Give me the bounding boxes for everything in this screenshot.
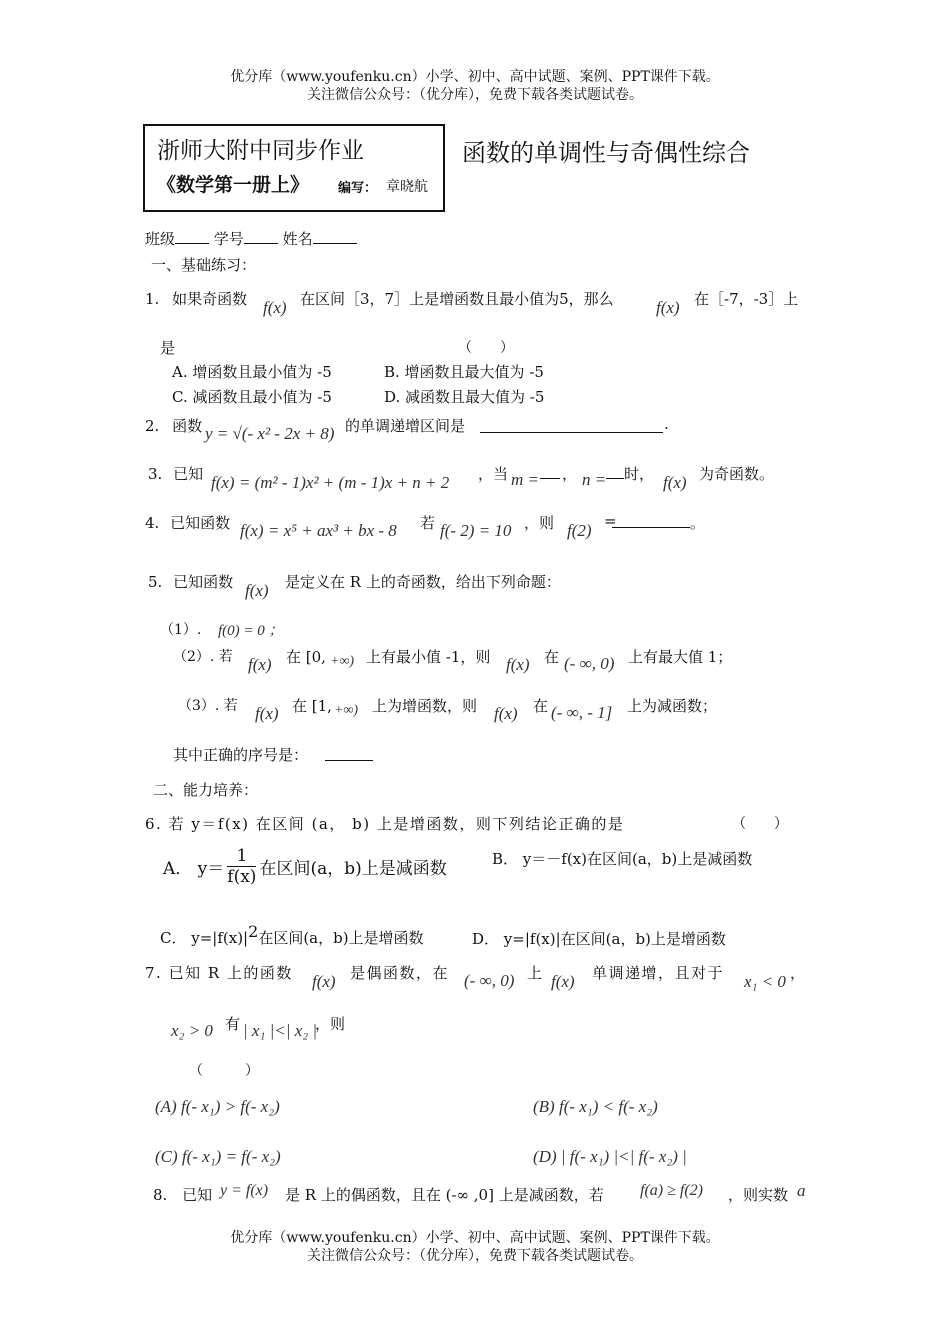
q4-eq: = <box>604 512 617 530</box>
header-line-2: 关注微信公众号：（优分库），免费下载各类试题试卷。 <box>307 87 643 103</box>
footer-line-1: 优分库（www.youfenku.cn）小学、初中、高中试题、案例、PPT课件下载。 <box>230 1230 720 1246</box>
q5-p2-fx-2: f(x) <box>506 655 530 674</box>
q7-option-c[interactable]: (C) f(- x₁) = f(- x₂) <box>155 1147 281 1166</box>
q4-stem: 4. 已知函数 <box>145 514 231 532</box>
q7-stem: 7. 已知 R 上的函数 <box>145 964 293 982</box>
q5-p3-d: 上为减函数； <box>627 697 718 715</box>
q1-option-a[interactable]: A. 增函数且最小值为 -5 <box>172 363 332 381</box>
q5-answer-label: 其中正确的序号是： <box>173 746 309 764</box>
q3-m: m = <box>511 470 539 489</box>
q7-comma: ， <box>790 964 806 982</box>
q7-answer-bracket[interactable]: （ ） <box>189 1063 259 1079</box>
editor-name: 章晓航 <box>386 179 428 195</box>
q7-cond-1: x₁ < 0 <box>744 972 786 991</box>
q3-formula: f(x) = (m² - 1)x² + (m - 1)x + n + 2 <box>211 473 450 492</box>
q1-option-d[interactable]: D. 减函数且最大值为 -5 <box>384 388 545 406</box>
header-line-1: 优分库（www.youfenku.cn）小学、初中、高中试题、案例、PPT课件下载。 <box>230 69 720 85</box>
q5-fx: f(x) <box>245 581 269 600</box>
q1-fx-2: f(x) <box>656 298 680 317</box>
q8-condition: f(a) ≥ f(2) <box>640 1182 703 1199</box>
section-1-heading: 一、基础练习： <box>151 256 257 274</box>
q5-p2-a: 在 [0, <box>286 648 326 666</box>
q5-p2-inf: +∞) <box>330 654 355 669</box>
q8-formula: y = f(x) <box>220 1182 269 1199</box>
q7-text-2: 是偶函数，在 <box>350 964 450 982</box>
editor-label: 编写： <box>338 181 378 196</box>
q5-p3-c: 在 <box>533 697 549 715</box>
class-field[interactable] <box>175 243 209 244</box>
q5-p3-inf: +∞) <box>334 703 359 718</box>
q1-answer-bracket[interactable]: （ ） <box>458 340 514 356</box>
q3-n-blank[interactable] <box>606 468 624 479</box>
number-field[interactable] <box>244 243 278 244</box>
q5-p3-a: 在 [1, <box>292 697 332 715</box>
student-info <box>145 228 357 249</box>
q4-text-if: 若 <box>420 514 436 532</box>
q1-option-c[interactable]: C. 减函数且最小值为 -5 <box>172 388 332 406</box>
q5-stem: 5. 已知函数 <box>148 573 234 591</box>
q7-cond-3: | x₁ |<| x₂ | <box>243 1021 318 1040</box>
footer-line-2: 关注微信公众号：（优分库），免费下载各类试题试卷。 <box>307 1248 643 1264</box>
q3-text-odd: 为奇函数。 <box>699 465 775 483</box>
class-label: 班级 <box>145 230 176 248</box>
q5-p3-interval: (- ∞, - 1] <box>551 703 613 722</box>
q5-p3-fx: f(x) <box>255 704 279 723</box>
q7-interval: (- ∞, 0) <box>464 971 515 990</box>
q7-text-3: 上 <box>527 964 543 982</box>
q7-text-6: ，则 <box>315 1015 346 1033</box>
book-title: 《数学第一册上》 <box>157 174 310 196</box>
q8-text-3: ，则实数 <box>728 1186 789 1204</box>
q3-fx: f(x) <box>663 473 687 492</box>
q5-p3-fx-2: f(x) <box>494 704 518 723</box>
q1-stem: 1. 如果奇函数 <box>145 290 248 308</box>
q7-fx: f(x) <box>312 972 336 991</box>
q6-a-fraction: $\frac{1}{f(x)}$ <box>227 846 257 887</box>
q5-p2-b: 上有最小值 -1，则 <box>366 648 491 666</box>
q6-answer-bracket[interactable]: （ ） <box>732 816 788 832</box>
q6-option-d[interactable]: D． y=|f(x)|在区间(a，b)上是增函数 <box>472 930 726 948</box>
q3-text-then: 时， <box>624 465 655 483</box>
q5-p2-fx: f(x) <box>248 655 272 674</box>
q7-fx-2: f(x) <box>551 972 575 991</box>
q5-p1-label: （1）. <box>160 622 202 638</box>
name-field[interactable] <box>313 243 357 244</box>
q1-option-b[interactable]: B. 增函数且最大值为 -5 <box>384 363 544 381</box>
q7-option-a[interactable]: (A) f(- x₁) > f(- x₂) <box>155 1097 280 1116</box>
q7-cond-2: x₂ > 0 <box>171 1021 213 1040</box>
q6-stem: 6. 若 y＝f(x) 在区间 (a， b) 上是增函数，则下列结论正确的是 <box>145 815 625 833</box>
q4-f2: f(2) <box>567 521 592 540</box>
q2-answer-blank[interactable] <box>480 415 663 433</box>
q6-option-b[interactable]: B． y＝－f(x)在区间(a，b)上是减函数 <box>492 850 753 868</box>
name-label: 姓名 <box>282 230 313 248</box>
number-label: 学号 <box>213 230 244 248</box>
q5-answer-blank[interactable] <box>325 744 373 761</box>
q5-text: 是定义在 R 上的奇函数，给出下列命题： <box>285 573 561 591</box>
q1-text-4: 是 <box>160 339 176 357</box>
page-title: 函数的单调性与奇偶性综合 <box>462 139 750 167</box>
q7-option-d[interactable]: (D) | f(- x₁) |<| f(- x₂) | <box>533 1147 687 1166</box>
q1-fx: f(x) <box>263 298 287 317</box>
q4-text-then: ，则 <box>524 514 555 532</box>
q5-p3-label: （3）. 若 <box>178 698 238 714</box>
school-title: 浙师大附中同步作业 <box>157 138 364 164</box>
q7-option-b[interactable]: (B) f(- x₁) < f(- x₂) <box>533 1097 658 1116</box>
section-2-heading: 二、能力培养： <box>153 781 259 799</box>
q5-p2-interval: (- ∞, 0) <box>564 654 615 673</box>
q2-end: . <box>664 415 669 433</box>
q5-p3-b: 上为增函数，则 <box>372 697 478 715</box>
q7-text-4: 单调递增，且对于 <box>592 964 725 982</box>
q6-option-c[interactable]: C． $y=|f(x)|^2$在区间(a，b)上是增函数 <box>160 922 424 947</box>
q2-text: 的单调递增区间是 <box>345 417 466 435</box>
q2-stem: 2. 函数 <box>145 417 203 435</box>
q8-stem: 8. 已知 <box>153 1186 213 1204</box>
q3-m-blank[interactable] <box>540 468 560 479</box>
q1-text-2: 在区间［3，7］上是增函数且最小值为5，那么 <box>300 290 614 308</box>
q3-n: n = <box>582 470 607 489</box>
q4-condition: f(- 2) = 10 <box>440 521 512 540</box>
q4-answer-blank[interactable] <box>612 512 690 528</box>
q3-stem: 3. 已知 <box>148 465 204 483</box>
q5-p2-c: 在 <box>544 648 560 666</box>
q5-p1: f(0) = 0 ； <box>218 623 284 639</box>
q5-p2-label: （2）. 若 <box>173 649 233 665</box>
q7-text-5: 有 <box>225 1015 241 1033</box>
q8-a: a <box>797 1181 806 1200</box>
q2-formula: y = √(- x² - 2x + 8) <box>205 424 335 443</box>
q3-text-when: ，当 <box>478 465 509 483</box>
q5-p2-d: 上有最大值 1； <box>628 648 733 666</box>
q4-end: 。 <box>690 514 706 532</box>
q6-option-a[interactable]: A． y＝ $\frac{1}{f(x)}$ 在区间(a，b)上是减函数 <box>163 846 447 887</box>
q4-formula: f(x) = x⁵ + ax³ + bx - 8 <box>240 521 397 540</box>
q8-text-2: 是 R 上的偶函数，且在 (-∞ ,0] 上是减函数，若 <box>285 1186 604 1204</box>
q1-text-3: 在［-7，-3］上 <box>694 290 799 308</box>
